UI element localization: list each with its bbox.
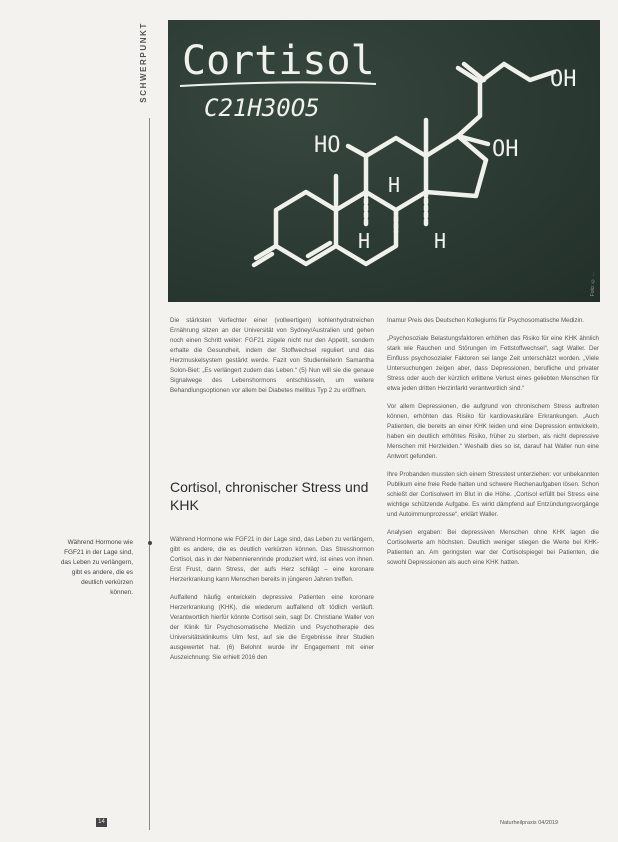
column-left-body bbox=[170, 535, 374, 671]
ho-bond bbox=[348, 146, 366, 156]
group-oh-top: OH bbox=[550, 67, 577, 92]
group-h-left: H bbox=[358, 229, 371, 253]
group-oh-right: OH bbox=[492, 137, 519, 162]
section-heading: Cortisol, chronischer Stress und KHK bbox=[170, 479, 369, 513]
page-number: 14 bbox=[96, 818, 107, 827]
section-label: SCHWERPUNKT bbox=[139, 22, 148, 103]
footer-publication: Naturheilpraxis 04/2019 bbox=[500, 820, 559, 826]
figure-formula: C21H30O5 bbox=[204, 94, 320, 122]
ring-d bbox=[426, 136, 486, 196]
paragraph: Auffallend häufig entwickeln depressive Patienten eine koronare Herzerkrankung (KHK), die wiederum auffallend oft tödlich verläuft. Verantwortlich hierfür könnte Cortisol sein, sagt Dr. Christiane Waller von der Klinik für Psychosomatische Medizin und Psychotherapie des Universitätsklinikums Ulm fest, auf sie die Ergebnisse ihrer Studien ausgewertet hat. (6) Belohnt wurde ihr Engagement mit einer Auszeichnung: Sie erhielt 2016 den bbox=[170, 594, 374, 661]
figure-title: Cortisol bbox=[182, 38, 375, 84]
group-ho-left: HO bbox=[314, 133, 341, 158]
photo-credit: Foto: © ... bbox=[590, 271, 596, 296]
cortisol-chalkboard-figure bbox=[168, 20, 600, 302]
margin-rule bbox=[149, 118, 150, 830]
paragraph: Während Hormone wie FGF21 in der Lage sind, das Leben zu verlängern, gibt es andere, die es deutlich verkürzen können. Das Stresshormon Cortisol, das in der Nebennierenrinde produziert wird, ist eines von ihnen. Erst Frust, dann Stress, der aufs Herz schlägt – eine koronare Herzerkrankung kann Menschen bereits in jüngeren Jahren treffen. bbox=[170, 536, 374, 583]
pull-quote: Während Hormone wie FGF21 in der Lage sind, das Leben zu verlängern, gibt es andere, die es deutlich verkürzen können. bbox=[60, 539, 133, 596]
paragraph: Ihre Probanden mussten sich einem Stresstest unterziehen: vor unbekannten Publikum eine freie Rede halten und schwere Rechenaufgaben lösen. Schon schießt der Cortisolwert im Blut in die Höhe. „Cortisol erfüllt bei Stress eine wichtige schützende Aufgabe. Es wirkt dämpfend auf Entzündungsvorgänge und Autoimmunprozesse“, erklärt Waller. bbox=[387, 471, 599, 518]
group-h-upper: H bbox=[388, 173, 401, 197]
pull-quote-bullet bbox=[148, 541, 152, 545]
paragraph: Analysen ergaben: Bei depressiven Menschen ohne KHK lagen die Cortisolwerte am höchsten. Deutlich weniger stiegen die Werte bei KHK-Patienten an. Am geringsten war der Cortisolspiegel bei Patienten, die sowohl Depressionen als auch eine KHK hatten. bbox=[387, 529, 599, 566]
paragraph: „Psychosoziale Belastungsfaktoren erhöhen das Risiko für eine KHK ähnlich stark wie Rauchen und Störungen im Fettstoffwechsel“, sagt Waller. Der Einfluss psychosozialer Faktoren sei lange Zeit unterschätzt worden. „Viele Untersuchungen zeigen aber, dass Depressionen, berufliche und privater Stress oder auch der kürzlich erlittene Verlust eines geliebten Menschen für etwa jeden dritten Herzinfarkt verantwortlich sind.“ bbox=[387, 335, 599, 392]
column-right bbox=[387, 316, 599, 576]
column-left-intro bbox=[170, 316, 374, 404]
paragraph: Die stärksten Verfechter einer (vollwertigen) kohlenhydratreichen Ernährung sitzen an der Universität von Sydney/Australien und gehen noch einen Schritt weiter: FGF21 zügele nicht nur den Appetit, sondern erhalte die Gesundheit, indem der Stoffwechsel reguliert und das Herzmuskelsystem gestärkt werde. Fazit von Studienleiterin Samantha Solon-Biet: „Es verlängert zudem das Leben.“ (5) Nun will sie die genaue Signalwege des Lebenshormons entschlüsseln, um weitere Behandlungsoptionen vor allem bei Diabetes mellitus Typ 2 zu eröffnen. bbox=[170, 317, 374, 394]
group-h-right: H bbox=[434, 229, 447, 253]
ring-a bbox=[276, 192, 336, 264]
paragraph: Vor allem Depressionen, die aufgrund von chronischem Stress auftreten können, erhöhten das Risiko für kardiovaskuläre Erkrankungen. „Auch Patienten, die bereits an einer KHK leiden und eine Depression entwickeln, haben ein deutlich erhöhtes Risiko, früher zu sterben, als nicht depressive Menschen mit Herzleiden.“ Weshalb dies so ist, darauf hat Waller nun eine Antwort gefunden. bbox=[387, 403, 599, 460]
paragraph: Inamur Preis des Deutschen Kollegiums für Psychosomatische Medizin. bbox=[387, 317, 585, 324]
cortisol-structure-diagram bbox=[168, 20, 600, 302]
